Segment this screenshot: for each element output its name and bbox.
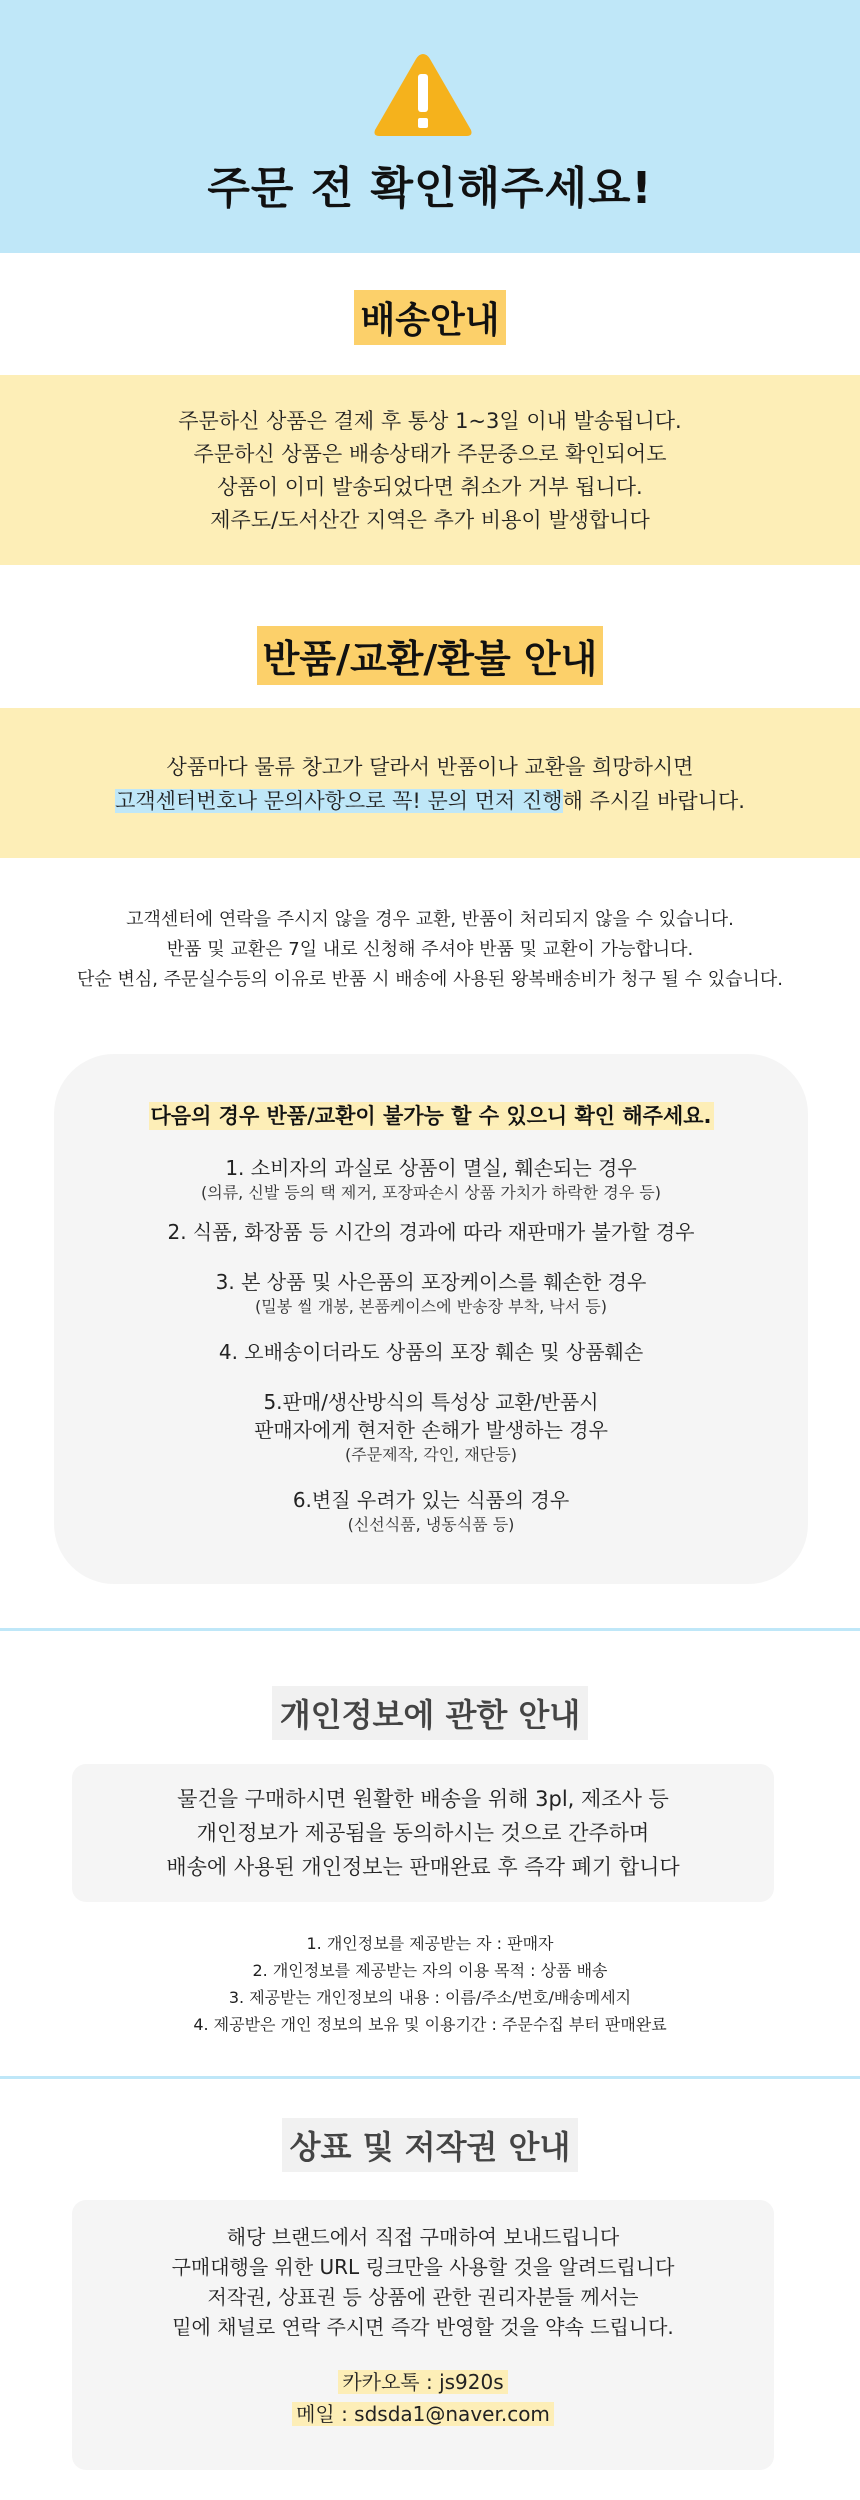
trademark-card-line: 저작권, 상표권 등 상품에 관한 권리자분들 께서는 <box>207 2285 639 2309</box>
non-returnable-item: 4. 오배송이더라도 상품의 포장 훼손 및 상품훼손 <box>218 1340 644 1364</box>
privacy-list-item: 3. 제공받는 개인정보의 내용 : 이름/주소/번호/배송메세지 <box>228 1988 632 2007</box>
privacy-card <box>72 1764 774 1902</box>
shipping-title: 배송안내 <box>354 290 505 345</box>
non-returnable-item: 3. 본 상품 및 사은품의 포장케이스를 훼손한 경우 (밀봉 씰 개봉, 본품케이스에 반송장 부착, 낙서 등) <box>215 1270 647 1316</box>
trademark-card <box>72 2200 774 2470</box>
privacy-card-line: 물건을 구매하시면 원활한 배송을 위해 3pl, 제조사 등 <box>177 1787 669 1811</box>
trademark-card-line: 해당 브랜드에서 직접 구매하여 보내드립니다 <box>226 2225 620 2249</box>
privacy-title: 개인정보에 관한 안내 <box>272 1686 589 1740</box>
trademark-card-line: 구매대행을 위한 URL 링크만을 사용할 것을 알려드립니다 <box>171 2255 675 2279</box>
warning-triangle-icon <box>372 50 474 140</box>
shipping-info-band <box>0 375 860 565</box>
shipping-line: 제주도/도서산간 지역은 추가 비용이 발생합니다 <box>210 508 650 532</box>
shipping-line: 주문하신 상품은 결제 후 통상 1~3일 이내 발송됩니다. <box>178 409 682 433</box>
privacy-card-line: 배송에 사용된 개인정보는 판매완료 후 즉각 폐기 합니다 <box>166 1855 680 1879</box>
non-returnable-title: 다음의 경우 반품/교환이 불가능 할 수 있으니 확인 해주세요. <box>150 1104 712 1128</box>
privacy-card-line: 개인정보가 제공됨을 동의하시는 것으로 간주하며 <box>196 1821 650 1845</box>
non-returnable-item: 6.변질 우려가 있는 식품의 경우 (신선식품, 냉동식품 등) <box>292 1488 570 1534</box>
returns-band-line: 상품마다 물류 창고가 달라서 반품이나 교환을 희망하시면 <box>166 755 694 779</box>
header-banner <box>0 0 860 253</box>
privacy-list-item: 2. 개인정보를 제공받는 자의 이용 목적 : 상품 배송 <box>252 1961 608 1980</box>
non-returnable-item: 5.판매/생산방식의 특성상 교환/반품시 판매자에게 현저한 손해가 발생하는 경우 (주문제작, 각인, 재단등) <box>254 1390 608 1464</box>
returns-note: 단순 변심, 주문실수등의 이유로 반품 시 배송에 사용된 왕복배송비가 청구 될 수 있습니다. <box>76 969 784 990</box>
trademark-title: 상표 및 저작권 안내 <box>282 2118 579 2172</box>
shipping-line: 주문하신 상품은 배송상태가 주문중으로 확인되어도 <box>193 442 667 466</box>
section-divider <box>0 1628 860 1631</box>
privacy-list-item: 4. 제공받은 개인 정보의 보유 및 이용기간 : 주문수집 부터 판매완료 <box>193 2015 667 2034</box>
returns-title: 반품/교환/환불 안내 <box>257 626 604 685</box>
non-returnable-item: 2. 식품, 화장품 등 시간의 경과에 따라 재판매가 불가할 경우 <box>167 1220 695 1244</box>
privacy-list-item: 1. 개인정보를 제공받는 자 : 판매자 <box>306 1934 554 1953</box>
non-returnable-box <box>54 1054 808 1584</box>
trademark-card-line: 밑에 채널로 연락 주시면 즉각 반영할 것을 약속 드립니다. <box>172 2315 674 2339</box>
returns-info-band <box>0 708 860 858</box>
returns-notes <box>0 905 860 995</box>
section-divider <box>0 2076 860 2079</box>
contact-first-highlight: 고객센터번호나 문의사항으로 꼭! 문의 먼저 진행 <box>115 789 563 813</box>
email-contact: 메일 : sdsda1@naver.com <box>292 2402 554 2426</box>
privacy-list <box>0 1930 860 2038</box>
shipping-line: 상품이 이미 발송되었다면 취소가 거부 됩니다. <box>217 475 643 499</box>
kakao-contact: 카카오톡 : js920s <box>338 2370 507 2394</box>
non-returnable-item: 1. 소비자의 과실로 상품이 멸실, 훼손되는 경우 (의류, 신발 등의 택 제거, 포장파손시 상품 가치가 하락한 경우 등) <box>201 1156 661 1202</box>
returns-note: 고객센터에 연락을 주시지 않을 경우 교환, 반품이 처리되지 않을 수 있습니다. <box>126 909 734 930</box>
returns-note: 반품 및 교환은 7일 내로 신청해 주셔야 반품 및 교환이 가능합니다. <box>166 939 694 960</box>
returns-band-line2: 고객센터번호나 문의사항으로 꼭! 문의 먼저 진행해 주시길 바랍니다. <box>115 789 745 813</box>
page-title: 주문 전 확인해주세요! <box>207 163 653 214</box>
